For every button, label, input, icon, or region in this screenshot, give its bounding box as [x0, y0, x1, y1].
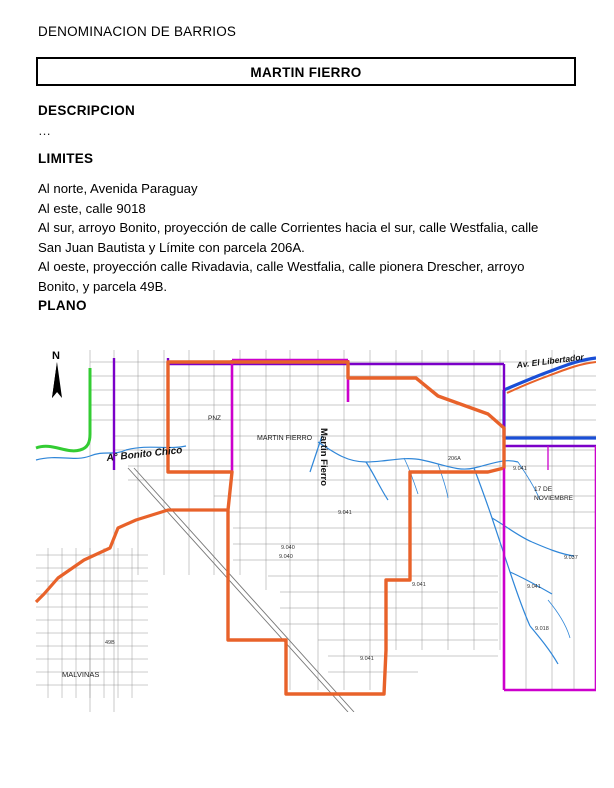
map-label: 9.041 — [513, 466, 527, 472]
map-label: 9.041 — [412, 582, 426, 588]
map-label: 9.018 — [535, 626, 549, 632]
descripcion-text: … — [38, 123, 52, 138]
limite-line-sur: Al sur, arroyo Bonito, proyección de calle Corrientes hacia el sur, calle Westfalia, calle San Juan Bautista y Límite con parcela 206A. — [38, 220, 539, 255]
limite-line-norte: Al norte, Avenida Paraguay — [38, 181, 198, 196]
map-label: 9.041 — [527, 584, 541, 590]
map-label: MARTIN FIERRO — [257, 435, 313, 442]
avenida-libertador — [504, 358, 596, 438]
map-label: NOVIEMBRE — [534, 495, 574, 502]
map-label: 206A — [448, 456, 461, 462]
map-label: MALVINAS — [62, 670, 100, 679]
map-label: 9.040 — [279, 554, 293, 560]
map-label: 9.040 — [281, 545, 295, 551]
cadastral-grid — [90, 350, 596, 712]
limites-heading: LIMITES — [38, 151, 94, 166]
map-label: A° Bonito Chico — [106, 445, 183, 464]
barrio-title-box — [36, 57, 576, 86]
limite-line-oeste: Al oeste, proyección calle Rivadavia, calle Westfalia, calle pionera Drescher, arroyo Bonito, y parcela 49B. — [38, 259, 525, 294]
plano-heading: PLANO — [38, 298, 87, 313]
map-label: PNZ — [208, 415, 221, 422]
limites-text — [38, 179, 558, 296]
map-label: 9.041 — [360, 656, 374, 662]
avenida-paraguay-network — [114, 358, 596, 470]
map-label: Av. El Libertador — [516, 351, 585, 370]
compass-north-label: N — [52, 350, 60, 362]
compass-icon — [46, 352, 72, 410]
diagonal-route — [128, 468, 354, 712]
barrio-title: MARTIN FIERRO — [250, 65, 362, 80]
document-header: DENOMINACION DE BARRIOS — [38, 24, 237, 39]
map-label: 9.041 — [338, 510, 352, 516]
map-label: 17 DE — [534, 486, 553, 493]
map-label: Martin Fierro — [318, 428, 329, 487]
descripcion-heading: DESCRIPCION — [38, 103, 136, 118]
limite-line-este: Al este, calle 9018 — [38, 200, 146, 216]
map-vector-canvas — [18, 350, 596, 712]
map-label: 49B — [105, 640, 115, 646]
map-label: 9.037 — [564, 555, 578, 561]
plano-map — [18, 350, 596, 712]
